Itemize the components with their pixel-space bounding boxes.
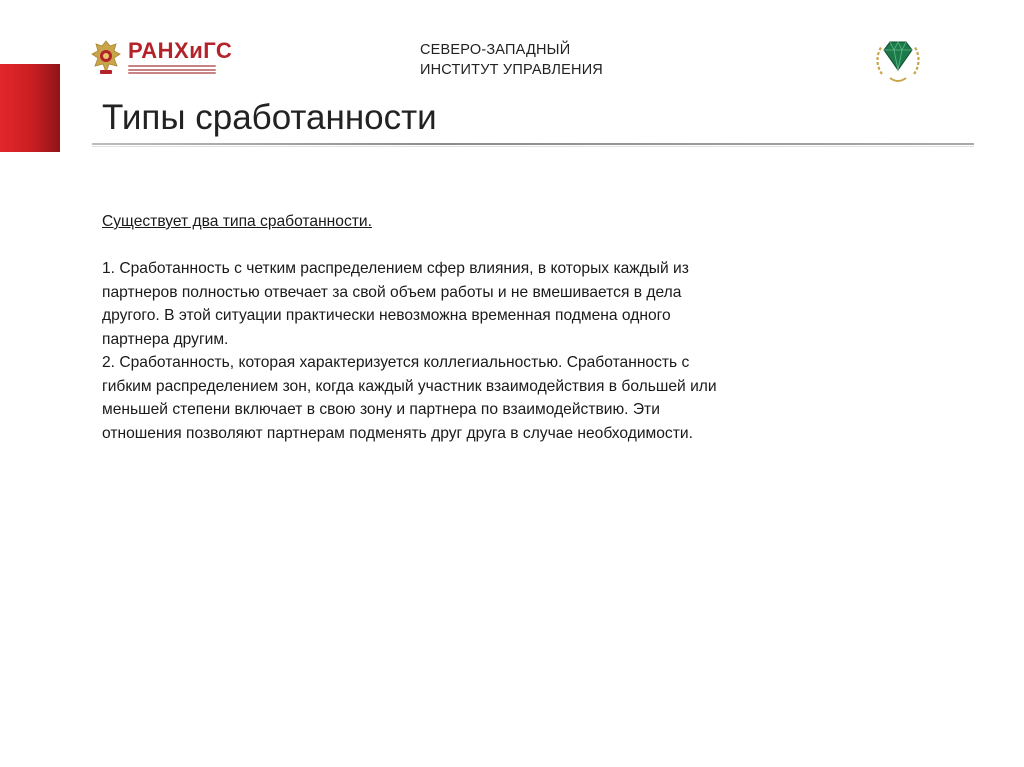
body-intro: Существует два типа сработанности. (102, 213, 372, 230)
emerald-diamond-laurel-icon (868, 32, 928, 88)
body-line: другого. В этой ситуации практически невозможна временная подмена одного (102, 307, 671, 324)
body-line: партнеров полностью отвечает за свой объем работы и не вмешивается в дела (102, 283, 682, 301)
institute-name-line-1: СЕВЕРО-ЗАПАДНЫЙ (420, 42, 571, 58)
body-line: 2. Сработанность, которая характеризуется коллегиальностью. Сработанность с (102, 354, 690, 371)
body-line: отношения позволяют партнерам подменять друг друга в случае необходимости. (102, 424, 693, 442)
body-line: 1. Сработанность с четким распределением сфер влияния, в которых каждый из (102, 260, 689, 277)
slide-body (102, 210, 912, 445)
ranepa-logo (90, 36, 233, 80)
body-line: партнера другим. (102, 330, 229, 348)
double-headed-eagle-emblem-icon (90, 38, 122, 76)
title-divider-shadow (92, 146, 974, 147)
institute-name-line-2: ИНСТИТУТ УПРАВЛЕНИЯ (420, 62, 603, 78)
accent-bar (0, 64, 60, 152)
institute-name (420, 40, 603, 80)
body-line: гибким распределением зон, когда каждый участник взаимодействия в большей или (102, 377, 717, 395)
slide-title: Типы сработанности (102, 98, 437, 137)
ranepa-logo-text: РАНХиГС (128, 38, 233, 63)
body-line: меньшей степени включает в свою зону и партнера по взаимодействию. Эти (102, 401, 660, 418)
ranepa-logo-subtitle-lines (128, 65, 216, 76)
title-divider (92, 143, 974, 145)
